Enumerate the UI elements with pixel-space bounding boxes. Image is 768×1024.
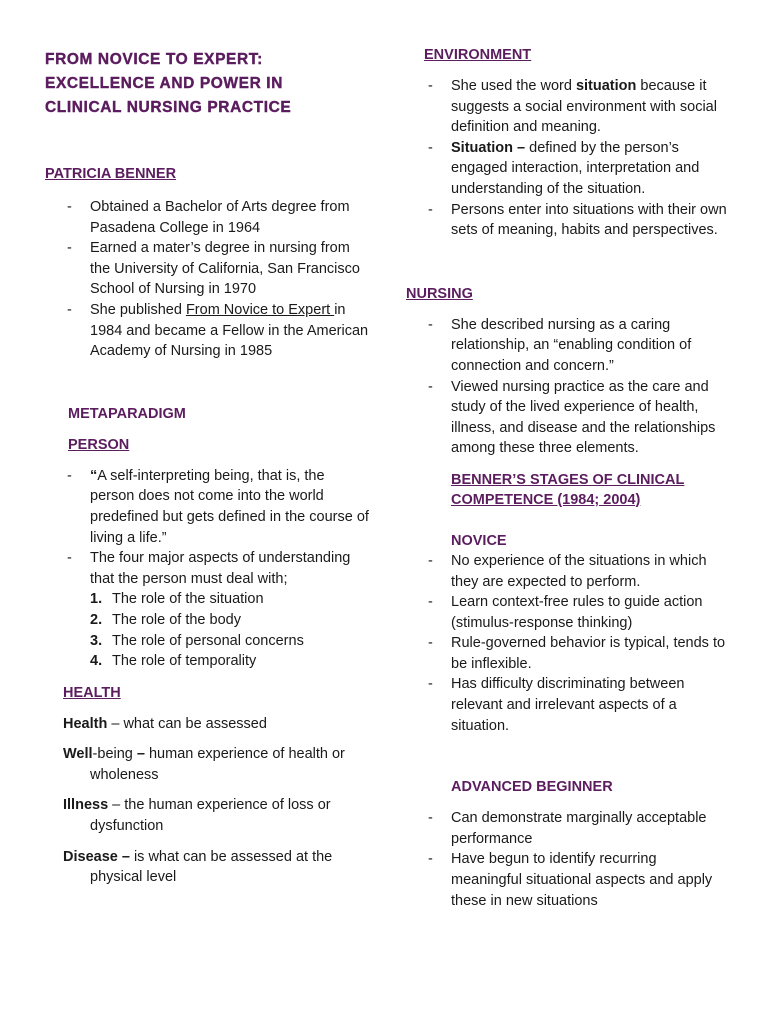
- item-text: The role of temporality: [112, 653, 257, 670]
- aspects-list: [45, 589, 370, 671]
- novice-difficulty: Has difficulty discriminating between relevant and irrelevant aspects of a situation.: [451, 676, 685, 734]
- nursing-caring-text: She described nursing as a caring relationship, an “enabling condition of connection and concern.”: [451, 316, 692, 374]
- list-item: [45, 197, 370, 238]
- advanced-marginal: Can demonstrate marginally acceptable performance: [451, 810, 707, 847]
- term-health: Health: [63, 715, 108, 732]
- health-definitions: [63, 714, 370, 888]
- item-number: 3.: [90, 632, 103, 649]
- stages-heading-line: COMPETENCE (1984; 2004): [451, 491, 641, 508]
- illness-definition: – the human experience of loss or dysfunction: [90, 797, 331, 835]
- item-text: The role of personal concerns: [112, 632, 304, 649]
- list-item: [406, 138, 731, 200]
- heading-person: PERSON: [68, 436, 130, 453]
- heading-nursing: NURSING: [406, 285, 473, 302]
- def-health: [63, 714, 370, 735]
- env-text-post: because it suggests a social environment with social definition and meaning.: [451, 78, 717, 136]
- env-situation-definition: defined by the person’s engaged interaction, interpretation and understanding of the situation.: [451, 139, 700, 197]
- term-wellbeing-b: -being: [92, 746, 137, 763]
- disease-definition: is what can be assessed at the physical level: [90, 848, 333, 886]
- title-line: CLINICAL NURSING PRACTICE: [45, 99, 292, 116]
- title-line: EXCELLENCE AND POWER IN: [45, 75, 283, 92]
- numbered-item: [90, 631, 370, 652]
- benner-list: [45, 197, 370, 362]
- item-number: 4.: [90, 653, 103, 670]
- list-item: [406, 315, 731, 377]
- stages-heading-line: BENNER’S STAGES OF CLINICAL: [451, 471, 685, 488]
- list-item: [406, 633, 731, 674]
- advanced-list: [406, 808, 731, 911]
- item-number: 2.: [90, 611, 103, 628]
- book-title: From Novice to Expert: [185, 301, 335, 318]
- env-text-pre: She used the word: [451, 78, 576, 94]
- person-list: [45, 466, 370, 590]
- nursing-list: [406, 315, 731, 459]
- list-item: [406, 377, 731, 459]
- advanced-recurring: Have begun to identify recurring meaningful situational aspects and apply these in new situations: [451, 851, 713, 909]
- list-item: [406, 674, 731, 736]
- health-definition: – what can be assessed: [107, 715, 267, 732]
- heading-novice: NOVICE: [451, 532, 507, 549]
- heading-stages: [451, 470, 731, 510]
- environment-list: [406, 76, 731, 241]
- list-item: [406, 200, 731, 241]
- numbered-item: [90, 651, 370, 672]
- item-number: 1.: [90, 591, 103, 608]
- novice-list: [406, 551, 731, 736]
- list-item: [406, 76, 731, 138]
- published-text-pre: She published: [90, 301, 186, 318]
- novice-rules: Learn context-free rules to guide action (stimulus-response thinking): [451, 594, 703, 631]
- term-illness: Illness: [63, 797, 109, 814]
- wellbeing-definition: human experience of health or wholeness: [90, 746, 345, 783]
- def-wellbeing: [63, 744, 370, 785]
- list-item: [45, 238, 370, 300]
- item-text: The role of the body: [112, 611, 241, 628]
- person-quote: A self-interpreting being, that is, the person does not come into the world predefined but gets defined in the course of living a life.”: [90, 467, 369, 546]
- heading-advanced-beginner: ADVANCED BEGINNER: [451, 779, 613, 796]
- def-illness: [63, 795, 370, 836]
- numbered-item: [90, 610, 370, 631]
- list-item: [406, 551, 731, 592]
- heading-health: HEALTH: [63, 684, 121, 701]
- document-title: [45, 48, 370, 120]
- title-line: FROM NOVICE TO EXPERT:: [45, 51, 263, 68]
- list-item: [406, 592, 731, 633]
- item-text: The role of the situation: [112, 591, 264, 608]
- list-item: [45, 466, 370, 548]
- env-persons-text: Persons enter into situations with their own sets of meaning, habits and perspectives.: [451, 201, 727, 239]
- novice-no-experience: No experience of the situations in which they are expected to perform.: [451, 552, 707, 590]
- term-wellbeing-a: Well: [63, 746, 93, 763]
- masters-text: Earned a mater’s degree in nursing from the University of California, San Francisco School of Nursing in 1970: [90, 240, 360, 298]
- numbered-item: [90, 589, 370, 610]
- env-term-situation: situation: [575, 78, 637, 94]
- list-item: [45, 548, 370, 589]
- list-item: [406, 808, 731, 849]
- wellbeing-dash: –: [136, 746, 145, 763]
- env-situation-term: Situation –: [451, 139, 526, 156]
- list-item: [406, 849, 731, 911]
- novice-rule-governed: Rule-governed behavior is typical, tends to be inflexible.: [451, 635, 726, 672]
- def-disease: [63, 847, 370, 888]
- heading-environment: ENVIRONMENT: [424, 47, 532, 63]
- aspects-intro: The four major aspects of understanding that the person must deal with;: [90, 550, 351, 587]
- heading-patricia-benner: PATRICIA BENNER: [45, 166, 177, 182]
- published-text-post: in 1984 and became a Fellow in the American Academy of Nursing in 1985: [90, 301, 369, 360]
- nursing-practice-text: Viewed nursing practice as the care and study of the lived experience of health, illness, and disease and the relationships among these three elements.: [451, 378, 716, 457]
- term-disease: Disease –: [63, 848, 130, 865]
- right-column: [406, 45, 731, 911]
- list-item: [45, 300, 370, 362]
- heading-metaparadigm: METAPARADIGM: [68, 405, 186, 422]
- degree-text: Obtained a Bachelor of Arts degree from Pasadena College in 1964: [90, 199, 350, 236]
- quote-open: “: [90, 467, 98, 484]
- left-column: [45, 48, 370, 888]
